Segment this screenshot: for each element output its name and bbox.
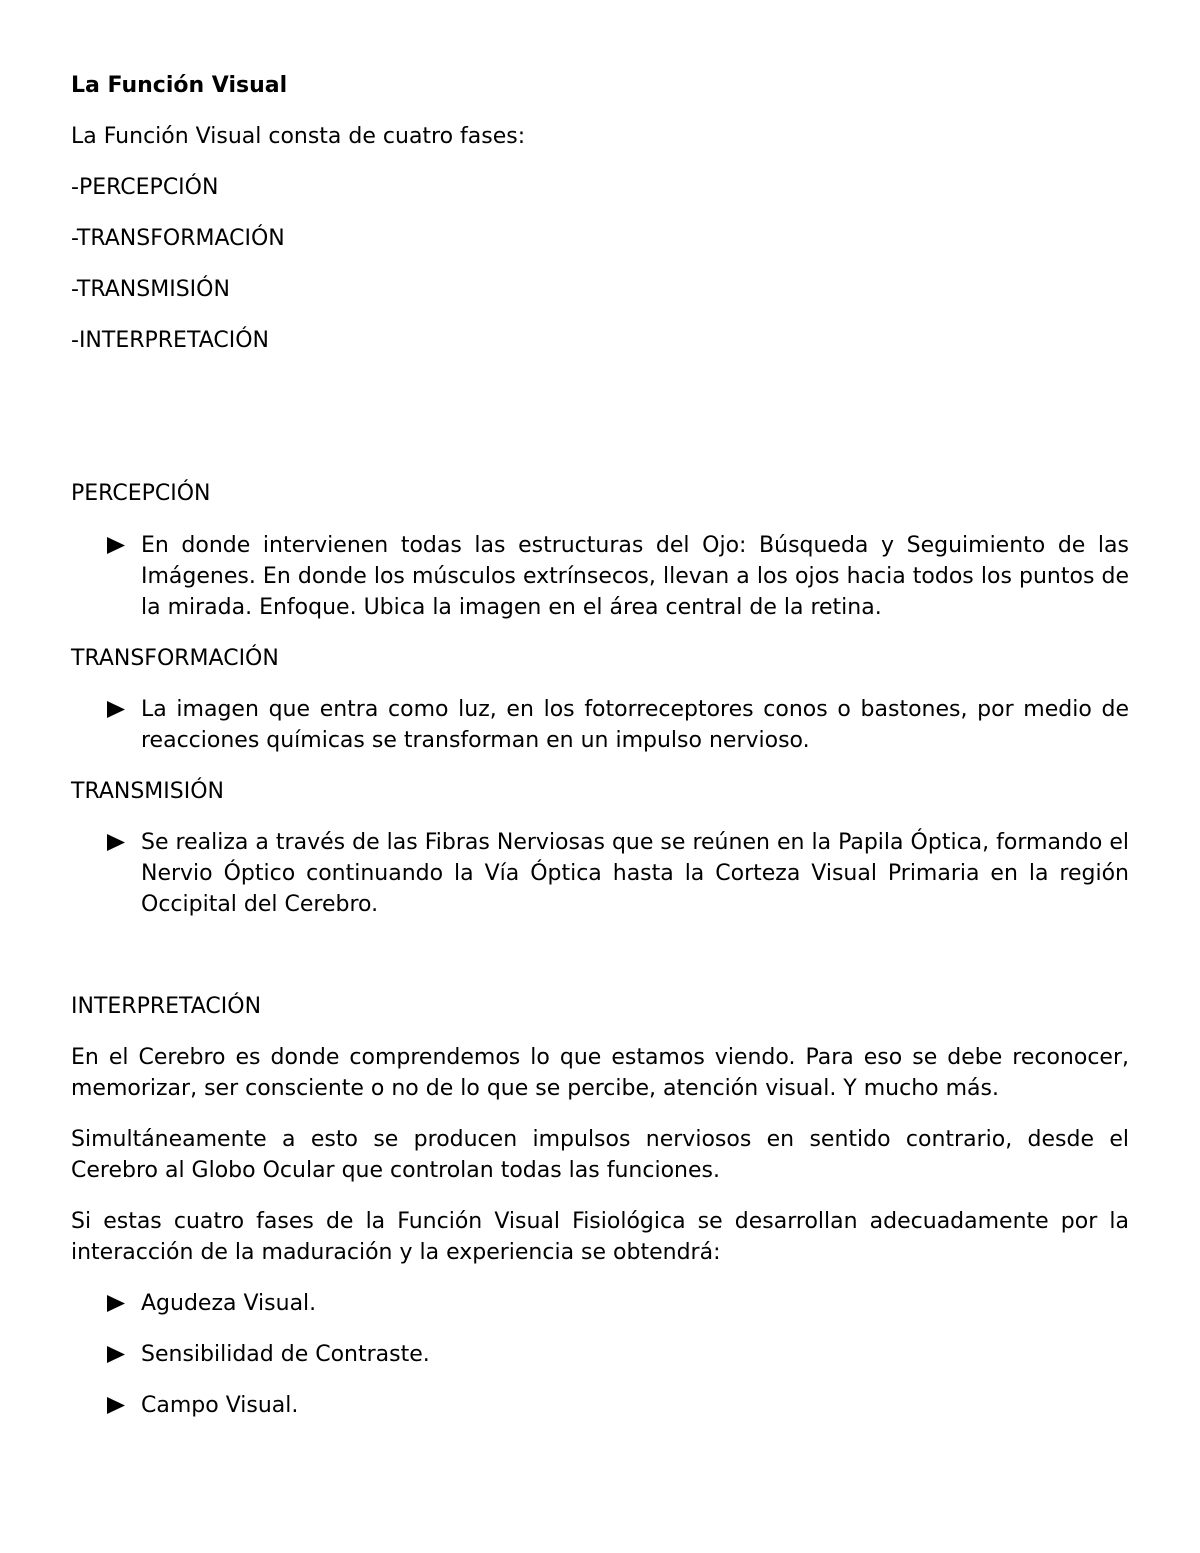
paragraph: En el Cerebro es donde comprendemos lo que estamos viendo. Para eso se debe reconocer, memorizar, ser consciente o no de lo que se percibe, atención visual. Y mucho más. — [71, 1045, 1129, 1101]
list-item — [71, 1288, 1129, 1319]
right-triangle-arrow-icon — [107, 694, 127, 725]
bullet-text: Campo Visual. — [141, 1393, 299, 1418]
section-heading-interpretacion: INTERPRETACIÓN — [71, 994, 262, 1019]
right-triangle-arrow-icon — [107, 1339, 127, 1370]
phase-item: -INTERPRETACIÓN — [71, 328, 269, 353]
right-triangle-arrow-icon — [107, 530, 127, 561]
phase-item: -PERCEPCIÓN — [71, 175, 219, 200]
list-item — [71, 1339, 1129, 1370]
right-triangle-arrow-icon — [107, 827, 127, 858]
section-heading-percepcion: PERCEPCIÓN — [71, 481, 211, 506]
list-item — [71, 694, 1129, 756]
intro-text: La Función Visual consta de cuatro fases: — [71, 124, 526, 149]
paragraph: Simultáneamente a esto se producen impulsos nerviosos en sentido contrario, desde el Cerebro al Globo Ocular que controlan todas las funciones. — [71, 1127, 1129, 1183]
section-heading-transformacion: TRANSFORMACIÓN — [71, 646, 279, 671]
bullet-text: En donde intervienen todas las estructuras del Ojo: Búsqueda y Seguimiento de las Imágenes. En donde los músculos extrínsecos, llevan a los ojos hacia todos los puntos de la mirada. Enfoque. Ubica la imagen en el área central de la retina. — [141, 533, 1129, 620]
right-triangle-arrow-icon — [107, 1390, 127, 1421]
paragraph: Si estas cuatro fases de la Función Visual Fisiológica se desarrollan adecuadamente por la interacción de la maduración y la experiencia se obtendrá: — [71, 1209, 1129, 1265]
section-heading-transmision: TRANSMISIÓN — [71, 779, 225, 804]
bullet-text: La imagen que entra como luz, en los fotorreceptores conos o bastones, por medio de reacciones químicas se transforman en un impulso nervioso. — [141, 697, 1129, 753]
list-item — [71, 530, 1129, 623]
bullet-text: Se realiza a través de las Fibras Nerviosas que se reúnen en la Papila Óptica, formando el Nervio Óptico continuando la Vía Óptica hasta la Corteza Visual Primaria en la región Occipital del Cerebro. — [141, 830, 1129, 917]
bullet-text: Sensibilidad de Contraste. — [141, 1342, 430, 1367]
list-item — [71, 827, 1129, 920]
right-triangle-arrow-icon — [107, 1288, 127, 1319]
list-item — [71, 1390, 1129, 1421]
phase-item: -TRANSMISIÓN — [71, 277, 230, 302]
document-title: La Función Visual — [71, 73, 288, 98]
phase-item: -TRANSFORMACIÓN — [71, 226, 285, 251]
bullet-text: Agudeza Visual. — [141, 1291, 317, 1316]
